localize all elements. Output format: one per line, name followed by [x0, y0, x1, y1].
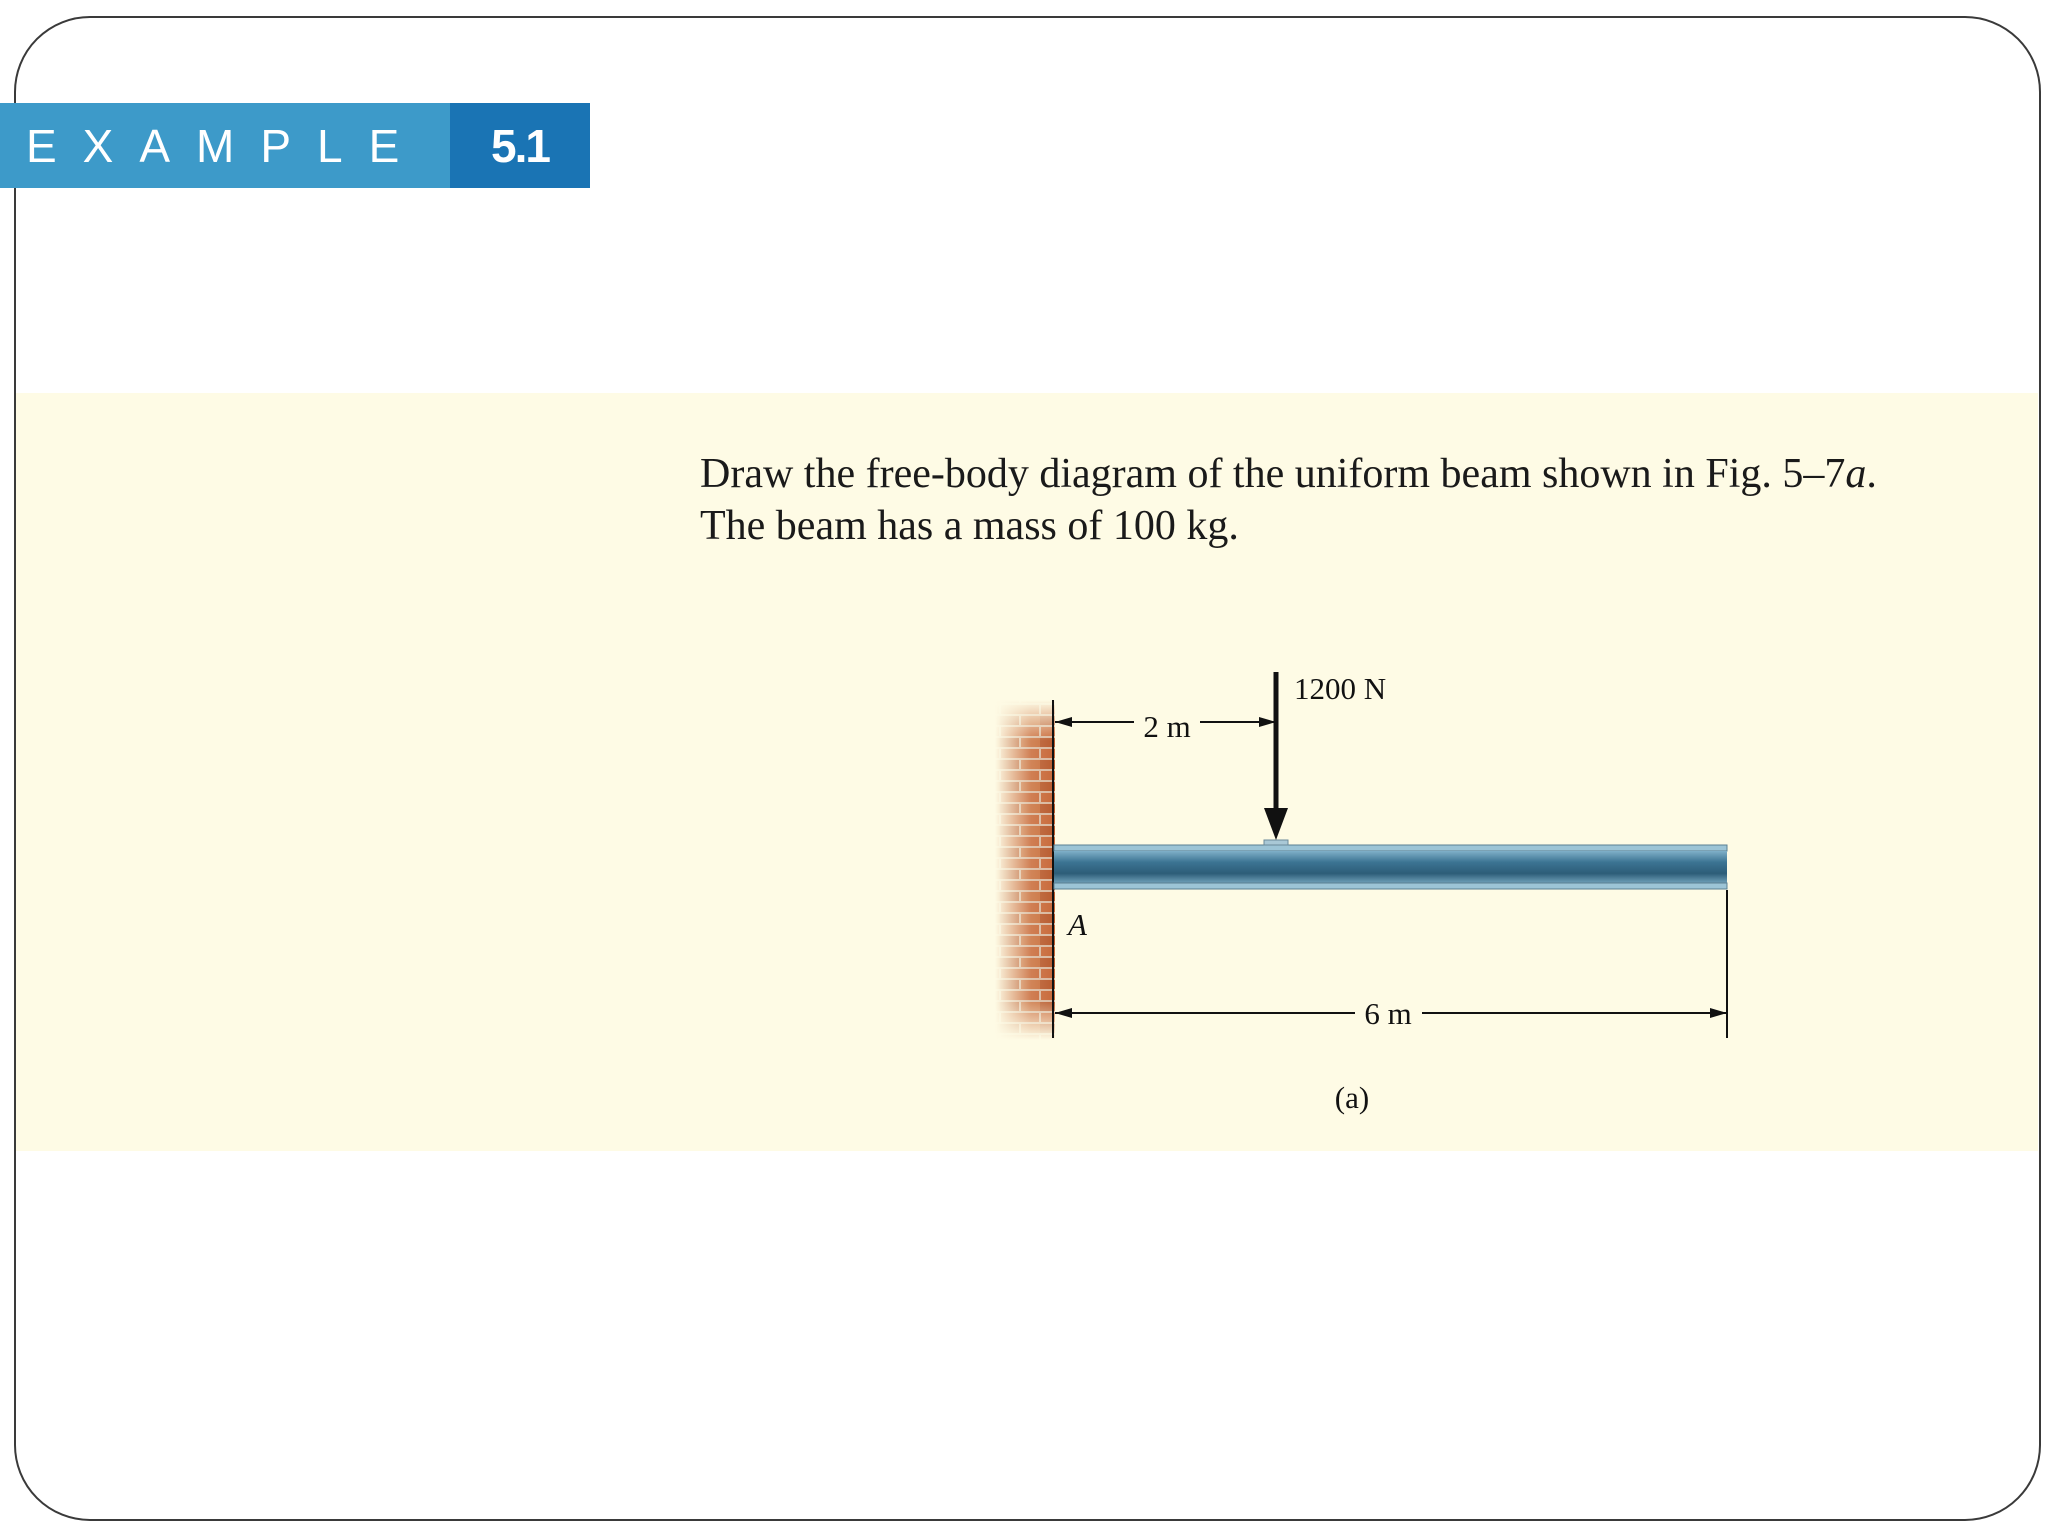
figure-caption: (a) [1334, 1080, 1370, 1115]
support-label-a: A [1068, 907, 1087, 942]
problem-line-1-end: . [1866, 451, 1877, 497]
example-number: 5.1 [450, 103, 590, 188]
problem-line-2: The beam has a mass of 100 kg. [700, 503, 1239, 549]
example-label: EXAMPLE [0, 103, 450, 188]
problem-line-1-italic: a [1845, 451, 1867, 497]
i-beam [1054, 840, 1727, 889]
brick-wall [995, 700, 1055, 1040]
dimension-6m-label: 6 m [1364, 996, 1412, 1031]
load-arrow [1264, 672, 1288, 840]
dimension-2m-label: 2 m [1143, 709, 1191, 744]
load-label: 1200 N [1294, 671, 1387, 706]
problem-line-1-text: Draw the free-body diagram of the uniform beam shown in Fig. 5–7 [700, 451, 1846, 497]
